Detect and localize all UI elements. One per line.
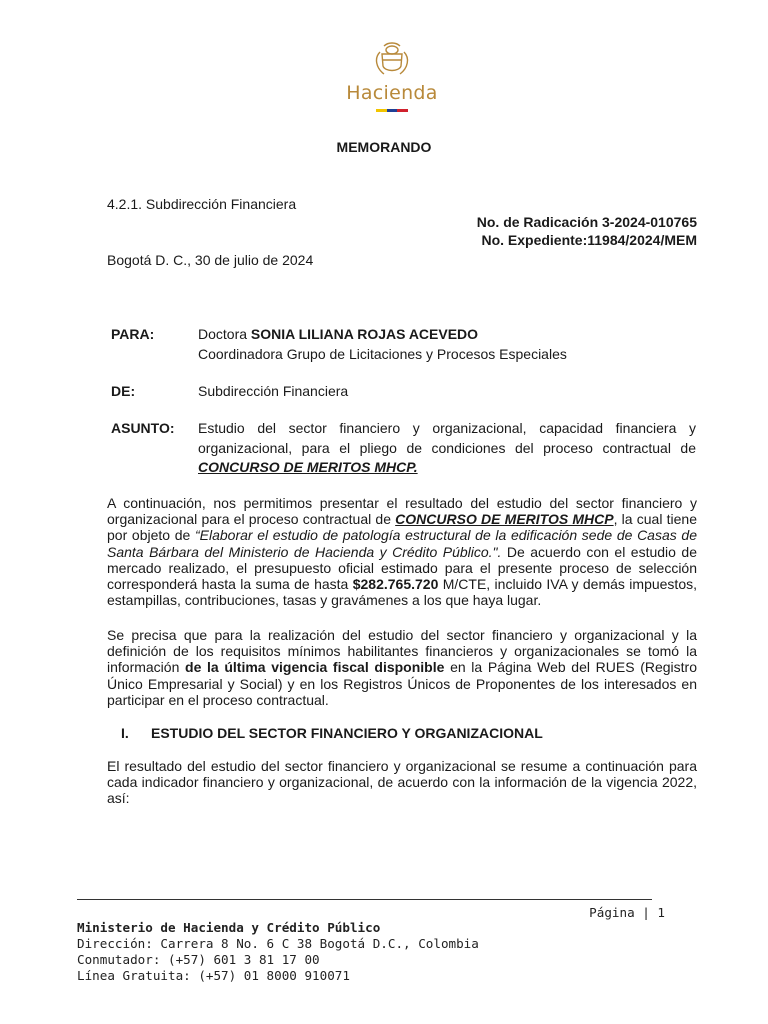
- hacienda-logo: [344, 40, 440, 116]
- flag-yellow: [376, 109, 387, 112]
- para-value: [198, 325, 696, 364]
- recipient-name: SONIA LILIANA ROJAS ACEVEDO: [250, 326, 479, 342]
- expediente-number: No. Expediente:11984/2024/MEM: [481, 232, 697, 248]
- paragraph-2: [107, 627, 697, 708]
- para-prefix: Doctora: [198, 326, 251, 342]
- logo-wordmark: Hacienda: [346, 82, 438, 104]
- coat-of-arms-icon: [344, 40, 440, 80]
- de-value: Subdirección Financiera: [198, 383, 349, 399]
- budget-amount: $282.765.720: [352, 576, 439, 593]
- p1-text-b: , la cual tiene por objeto de: [107, 511, 697, 544]
- memo-date: Bogotá D. C., 30 de julio de 2024: [107, 252, 314, 268]
- p1-text-a: A continuación, nos permitimos presentar el resultado del estudio del sector financiero y organizacional para el proceso contractual de: [107, 495, 697, 528]
- asunto-text: Estudio del sector financiero y organizacional, capacidad financiera y organizacional, para el pliego de condiciones del proceso contractual de: [198, 420, 696, 456]
- p1-emphasis: CONCURSO DE MERITOS MHCP: [395, 511, 614, 528]
- paragraph-1: [107, 495, 697, 608]
- footer-toll-free: Línea Gratuita: (+57) 01 8000 910071: [77, 968, 350, 983]
- footer-address: Dirección: Carrera 8 No. 6 C 38 Bogotá D.C., Colombia: [77, 936, 479, 951]
- footer-phone: Conmutador: (+57) 601 3 81 17 00: [77, 952, 320, 967]
- page-number: Página | 1: [589, 905, 665, 920]
- asunto-emphasis: CONCURSO DE MERITOS MHCP.: [198, 459, 418, 475]
- radicacion-number: No. de Radicación 3-2024-010765: [476, 214, 697, 230]
- flag-red: [397, 109, 408, 112]
- recipient-role: Coordinadora Grupo de Licitaciones y Procesos Especiales: [198, 345, 567, 362]
- office-code: 4.2.1. Subdirección Financiera: [107, 196, 297, 212]
- asunto-value: [198, 419, 696, 478]
- memo-title: MEMORANDO: [336, 139, 432, 155]
- p2-text-b: en la Página Web del RUES (Registro Único Empresarial y Social) y en los Registros Únicos de Proponentes de los interesados en participar en el proceso contractual.: [107, 659, 697, 708]
- footer-divider: [77, 899, 652, 900]
- asunto-label: ASUNTO:: [111, 420, 175, 436]
- flag-stripe: [376, 109, 408, 112]
- p1-text-d: M/CTE, incluido IVA y demás impuestos, estampillas, contribuciones, tasas y gravámenes a los que haya lugar.: [107, 576, 697, 609]
- p2-bold: de la última vigencia fiscal disponible: [185, 659, 445, 676]
- p1-text-c: De acuerdo con el estudio de mercado realizado, el presupuesto oficial estimado para el presente proceso de selección corresponderá hasta la suma de hasta: [107, 543, 698, 593]
- p2-text-a: Se precisa que para la realización del estudio del sector financiero y organizacional y la definición de los requisitos mínimos habilitantes financieros y organizacionales se tomó la información: [107, 627, 697, 676]
- footer-ministry: Ministerio de Hacienda y Crédito Público: [77, 920, 381, 935]
- para-label: PARA:: [111, 326, 155, 342]
- flag-blue: [387, 109, 398, 112]
- de-label: DE:: [111, 383, 136, 399]
- section-number: I.: [121, 725, 129, 741]
- p1-quote: “Elaborar el estudio de patología estructural de la edificación sede de Casas de Santa Bárbara del Ministerio de Hacienda y Crédito Público.".: [107, 527, 697, 560]
- section-title: ESTUDIO DEL SECTOR FINANCIERO Y ORGANIZACIONAL: [151, 725, 543, 741]
- paragraph-3: El resultado del estudio del sector financiero y organizacional se resume a continuación para cada indicador financiero y organizacional, de acuerdo con la información de la vigencia 2022, así:: [107, 758, 697, 807]
